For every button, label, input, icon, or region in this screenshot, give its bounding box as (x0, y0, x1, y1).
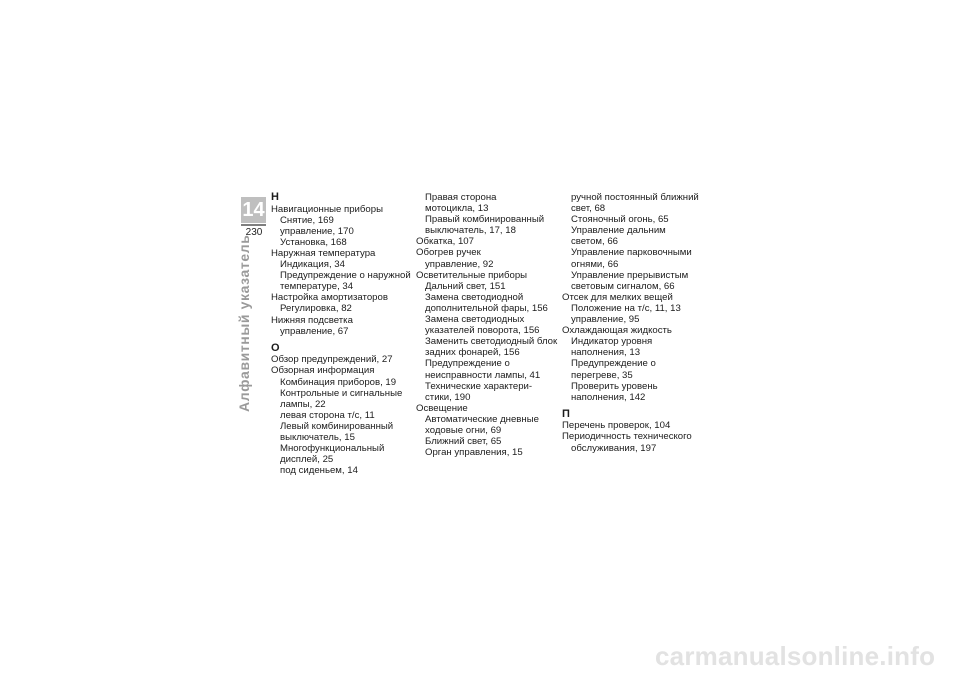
watermark: carmanualsonline.info (655, 641, 936, 671)
index-subentry: Левый комбинированный (280, 420, 394, 432)
index-subentry: световым сигналом, 66 (571, 280, 675, 292)
index-subentry: ходовые огни, 69 (425, 424, 502, 436)
index-subentry: наполнения, 13 (571, 347, 641, 359)
index-subentry: стики, 190 (425, 391, 471, 403)
index-subentry: Многофункциональный (280, 443, 385, 455)
index-entry: Нижняя подсветка (271, 314, 353, 326)
index-entry: Обогрев ручек (416, 247, 481, 259)
side-title: Алфавитный указатель (236, 234, 252, 412)
index-subentry: неисправности лампы, 41 (425, 369, 541, 381)
index-subentry: левая сторона т/с, 11 (280, 409, 375, 421)
index-subentry: Правый комбинированный (425, 214, 545, 226)
index-subentry: мотоцикла, 13 (425, 203, 489, 215)
index-entry: Осветительные приборы (416, 269, 528, 281)
index-subentry: выключатель, 17, 18 (425, 225, 516, 237)
index-subentry: задних фонарей, 156 (425, 347, 520, 359)
index-subentry: Индикация, 34 (280, 259, 345, 271)
index-subentry: Управление прерывистым (571, 269, 689, 281)
chapter-number: 14 (242, 199, 265, 221)
index-subentry: Орган управления, 15 (425, 447, 523, 459)
index-subentry: огнями, 66 (571, 258, 619, 270)
index-subentry: управление, 170 (280, 225, 354, 237)
index-entry: Обзорная информация (271, 365, 375, 377)
index-subentry: ручной постоянный ближний (571, 192, 699, 203)
index-subentry: свет, 68 (571, 203, 606, 215)
index-subentry: светом, 66 (571, 236, 619, 248)
index-entry: Перечень проверок, 104 (562, 420, 671, 432)
index-subentry: перегреве, 35 (571, 369, 633, 381)
index-entry: Охлаждающая жидкость (562, 325, 672, 337)
index-entry: Настройка амортизаторов (271, 292, 388, 304)
index-entry: Периодичность технического (562, 431, 692, 443)
index-subentry: Правая сторона (425, 192, 497, 203)
index-letter: Н (271, 191, 279, 203)
index-subentry: Технические характери- (425, 380, 533, 392)
index-entry: Наружная температура (271, 247, 376, 259)
index-subentry: Предупреждение о наружной (280, 270, 411, 282)
index-entry: Навигационные приборы (271, 203, 383, 215)
index-letter: О (271, 341, 280, 354)
index-subentry: Положение на т/с, 11, 13 (571, 302, 681, 314)
index-subentry: Замена светодиодной (425, 291, 524, 303)
index-subentry: Управление дальним (571, 225, 666, 237)
index-subentry: управление, 67 (280, 325, 349, 337)
index-subentry: Замена светодиодных (425, 314, 525, 326)
index-entry: Освещение (416, 402, 468, 414)
index-subentry: дополнительной фары, 156 (425, 302, 548, 314)
index-entry: Отсек для мелких вещей (562, 291, 673, 303)
index-subentry: лампы, 22 (280, 398, 326, 410)
index-subentry: наполнения, 142 (571, 391, 646, 403)
index-column-3 (562, 192, 707, 454)
index-column-1 (271, 192, 416, 476)
page-number: 230 (245, 227, 263, 238)
chapter-divider (241, 224, 266, 226)
index-subentry: выключатель, 15 (280, 431, 355, 443)
index-subentry: Дальний свет, 151 (425, 280, 506, 292)
index-subentry: Стояночный огонь, 65 (571, 214, 669, 226)
index-subentry: под сиденьем, 14 (280, 465, 358, 477)
index-subentry: Ближний свет, 65 (425, 436, 502, 448)
index-entry: Обзор предупреждений, 27 (271, 354, 393, 366)
index-subentry: указателей поворота, 156 (425, 325, 540, 337)
index-subentry: Автоматические дневные (425, 413, 539, 425)
index-subentry: Контрольные и сигнальные (280, 387, 403, 399)
index-subentry: управление, 95 (571, 314, 640, 326)
index-subentry: обслуживания, 197 (571, 442, 657, 454)
index-subentry: дисплей, 25 (280, 454, 334, 466)
index-subentry: Управление парковочными (571, 247, 692, 259)
index-subentry: Снятие, 169 (280, 214, 334, 226)
index-subentry: Регулировка, 82 (280, 303, 352, 315)
index-subentry: Предупреждение о (571, 358, 656, 370)
index-subentry: Установка, 168 (280, 236, 347, 248)
index-subentry: Проверить уровень (571, 380, 658, 392)
index-column-2 (416, 192, 561, 458)
index-subentry: Комбинация приборов, 19 (280, 376, 397, 388)
index-subentry: температуре, 34 (280, 281, 354, 293)
index-entry: Обкатка, 107 (416, 236, 474, 248)
index-subentry: Предупреждение о (425, 358, 510, 370)
index-subentry: Заменить светодиодный блок (425, 336, 558, 348)
index-subentry: управление, 92 (425, 258, 494, 270)
index-letter: П (562, 407, 570, 420)
index-subentry: Индикатор уровня (571, 336, 653, 348)
